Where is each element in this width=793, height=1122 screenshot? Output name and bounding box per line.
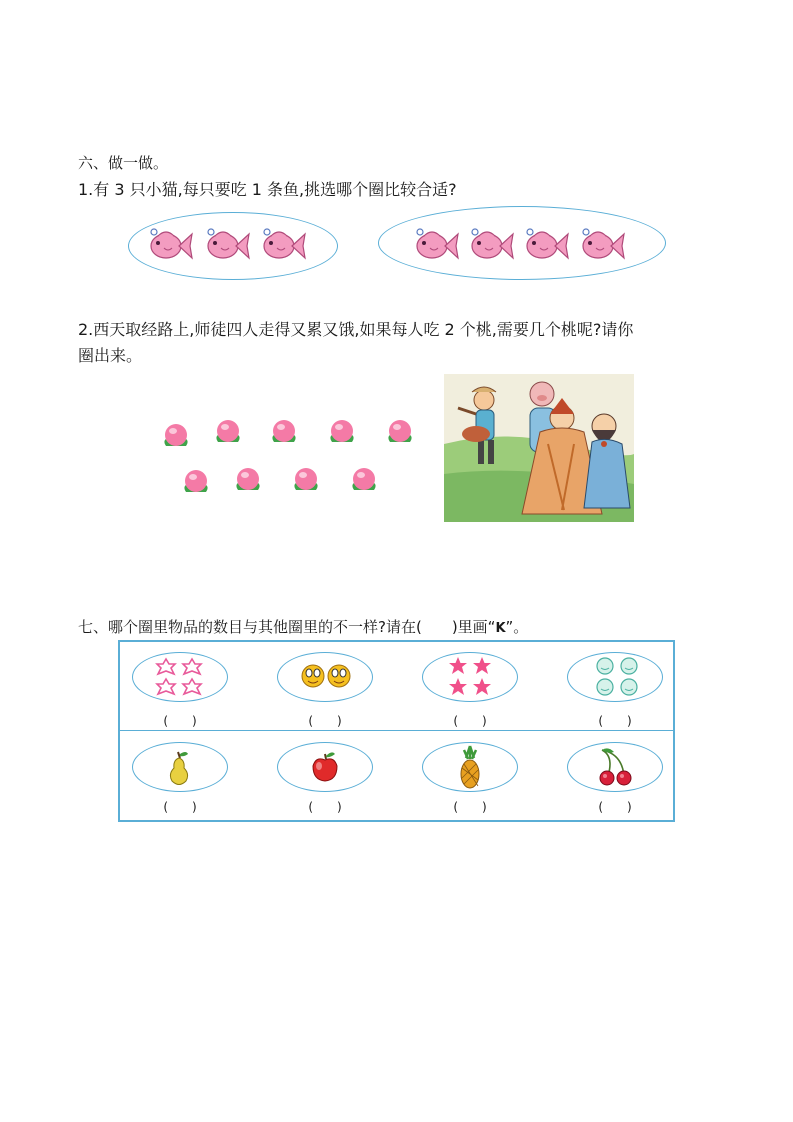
section6-title: 六、做一做。 (78, 154, 169, 172)
peach-icon[interactable] (180, 466, 212, 496)
smiley-icon (300, 660, 352, 692)
fish-icon (412, 226, 460, 266)
peach-icon[interactable] (348, 464, 380, 494)
question-2-line1: 2.西天取经路上,师徒四人走得又累又饿,如果每人吃 2 个桃,需要几个桃呢?请你 (78, 320, 634, 339)
question-1: 1.有 3 只小猫,每只要吃 1 条鱼,挑选哪个圈比较合适? (78, 180, 457, 199)
question-2-line2: 圈出来。 (78, 346, 143, 365)
smile-circle-icon (592, 656, 642, 698)
star-icon (446, 656, 496, 698)
peach-icon[interactable] (384, 416, 416, 446)
answer-blank-8[interactable]: ( ) (598, 800, 632, 814)
section7-mark: K (495, 621, 506, 636)
fish-icon (467, 226, 515, 266)
apple-icon (308, 748, 342, 784)
peach-icon[interactable] (326, 416, 358, 446)
answer-blank-5[interactable]: ( ) (163, 800, 197, 814)
peach-icon[interactable] (290, 464, 322, 494)
answer-blank-7[interactable]: ( ) (453, 800, 487, 814)
peach-icon[interactable] (232, 464, 264, 494)
fish-icon (522, 226, 570, 266)
pineapple-icon (456, 744, 484, 790)
answer-blank-4[interactable]: ( ) (598, 714, 632, 728)
answer-blank-2[interactable]: ( ) (308, 714, 342, 728)
cherry-icon (594, 746, 638, 788)
peach-icon[interactable] (212, 416, 244, 446)
section7-title-text: 七、哪个圈里物品的数目与其他圈里的不一样?请在( )里画“ (78, 618, 496, 636)
peach-icon[interactable] (268, 416, 300, 446)
section7-title (78, 616, 528, 637)
fish-icon (578, 226, 626, 266)
pear-icon (164, 748, 194, 788)
fish-icon (146, 226, 194, 266)
fish-icon (259, 226, 307, 266)
grid-divider (120, 730, 673, 731)
answer-blank-3[interactable]: ( ) (453, 714, 487, 728)
pilgrims-illustration (444, 374, 634, 522)
section7-title-end: ”。 (505, 618, 529, 636)
answer-blank-1[interactable]: ( ) (163, 714, 197, 728)
peach-icon[interactable] (160, 420, 192, 450)
flower-icon (154, 656, 204, 698)
answer-blank-6[interactable]: ( ) (308, 800, 342, 814)
comparison-grid (118, 640, 675, 822)
fish-icon (203, 226, 251, 266)
